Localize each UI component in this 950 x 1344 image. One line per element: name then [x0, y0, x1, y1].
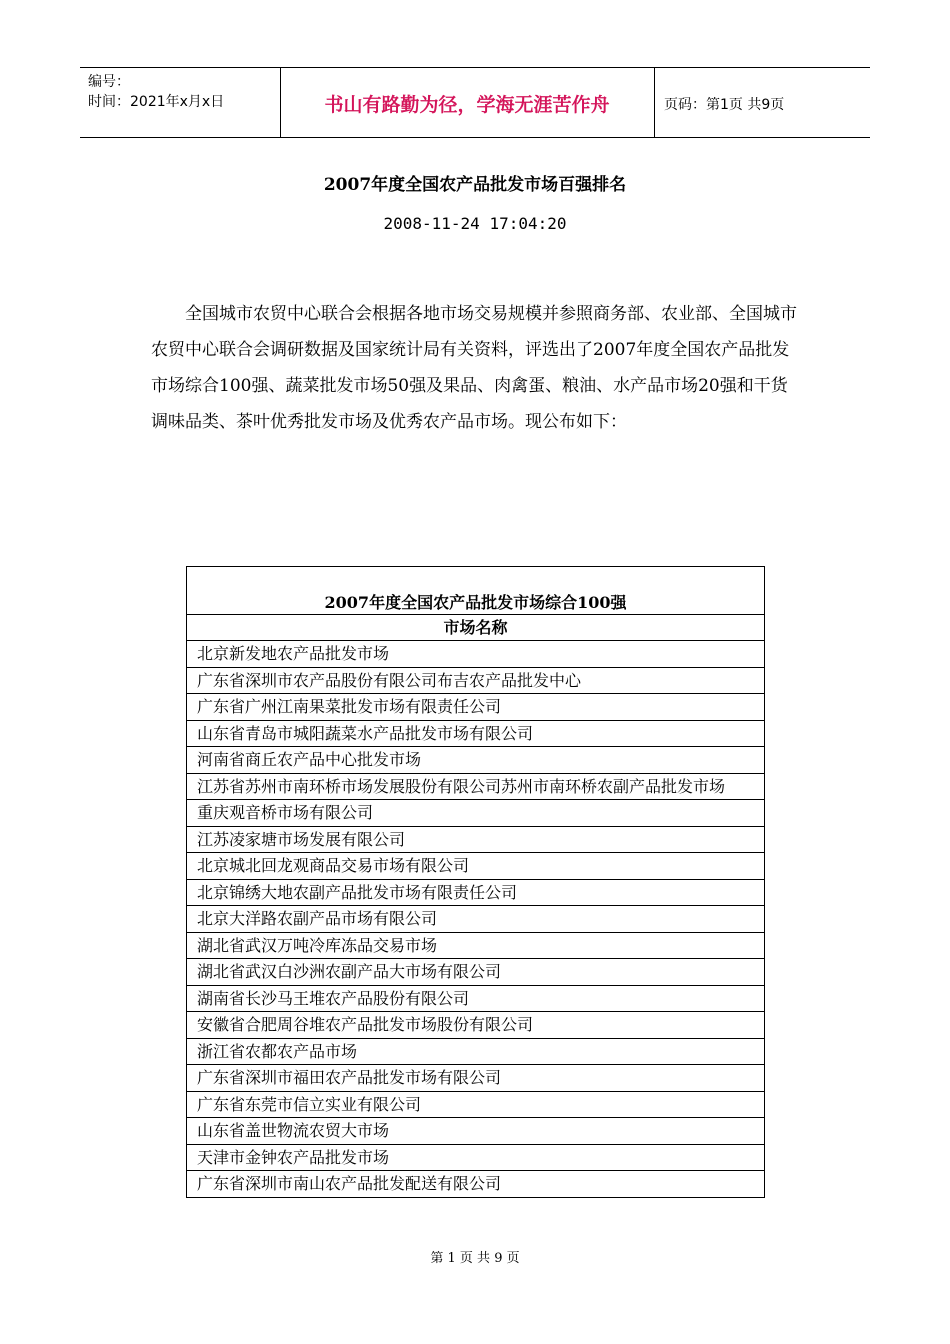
- table-row: 浙江省农都农产品市场: [187, 1039, 764, 1066]
- table-row: 广东省深圳市福田农产品批发市场有限公司: [187, 1065, 764, 1092]
- table-row: 山东省青岛市城阳蔬菜水产品批发市场有限公司: [187, 721, 764, 748]
- table-row: 天津市金钟农产品批发市场: [187, 1145, 764, 1172]
- table-row: 广东省深圳市南山农产品批发配送有限公司: [187, 1171, 764, 1198]
- table-row: 北京锦绣大地农副产品批发市场有限责任公司: [187, 880, 764, 907]
- page-footer: 第 1 页 共 9 页: [430, 1251, 520, 1266]
- table-row: 北京新发地农产品批发市场: [187, 641, 764, 668]
- table-row: 广东省深圳市农产品股份有限公司布吉农产品批发中心: [187, 668, 764, 695]
- document-header: [80, 67, 870, 138]
- publish-datetime: 2008-11-24 17:04:20: [383, 214, 567, 233]
- table-row: 北京大洋路农副产品市场有限公司: [187, 906, 764, 933]
- intro-paragraph: 全国城市农贸中心联合会根据各地市场交易规模并参照商务部、农业部、全国城市农贸中心联合会调研数据及国家统计局有关资料，评选出了2007年度全国农产品批发市场综合100强、蔬菜批发市场50强及果品、肉禽蛋、粮油、水产品市场20强和干货调味品类、茶叶优秀批发市场及优秀农产品市场。现公布如下：: [151, 304, 797, 432]
- table-body: [187, 641, 764, 1198]
- document-title: 2007年度全国农产品批发市场百强排名: [323, 175, 627, 195]
- table-row: 北京城北回龙观商品交易市场有限公司: [187, 853, 764, 880]
- table-row: 湖北省武汉白沙洲农副产品大市场有限公司: [187, 959, 764, 986]
- table-row: 山东省盖世物流农贸大市场: [187, 1118, 764, 1145]
- header-motto: 书山有路勤为径，学海无涯苦作舟: [324, 94, 610, 116]
- table-row: 安徽省合肥周谷堆农产品批发市场股份有限公司: [187, 1012, 764, 1039]
- header-page-info: 页码：第1页 共9页: [664, 97, 785, 113]
- document-code-label: 编号：: [88, 74, 130, 90]
- table-row: 江苏凌家塘市场发展有限公司: [187, 827, 764, 854]
- table-row: 湖北省武汉万吨冷库冻品交易市场: [187, 933, 764, 960]
- document-time-label: 时间：2021年x月x日: [88, 94, 225, 110]
- table-row: 重庆观音桥市场有限公司: [187, 800, 764, 827]
- table-row: 河南省商丘农产品中心批发市场: [187, 747, 764, 774]
- table-caption: 2007年度全国农产品批发市场综合100强: [187, 567, 764, 615]
- ranking-table: [186, 566, 765, 1198]
- table-row: 湖南省长沙马王堆农产品股份有限公司: [187, 986, 764, 1013]
- header-meta: [88, 72, 224, 112]
- header-divider-right: [654, 68, 655, 137]
- table-row: 广东省东莞市信立实业有限公司: [187, 1092, 764, 1119]
- table-column-header: 市场名称: [187, 615, 764, 641]
- table-row: 广东省广州江南果菜批发市场有限责任公司: [187, 694, 764, 721]
- table-row: 江苏省苏州市南环桥市场发展股份有限公司苏州市南环桥农副产品批发市场: [187, 774, 764, 801]
